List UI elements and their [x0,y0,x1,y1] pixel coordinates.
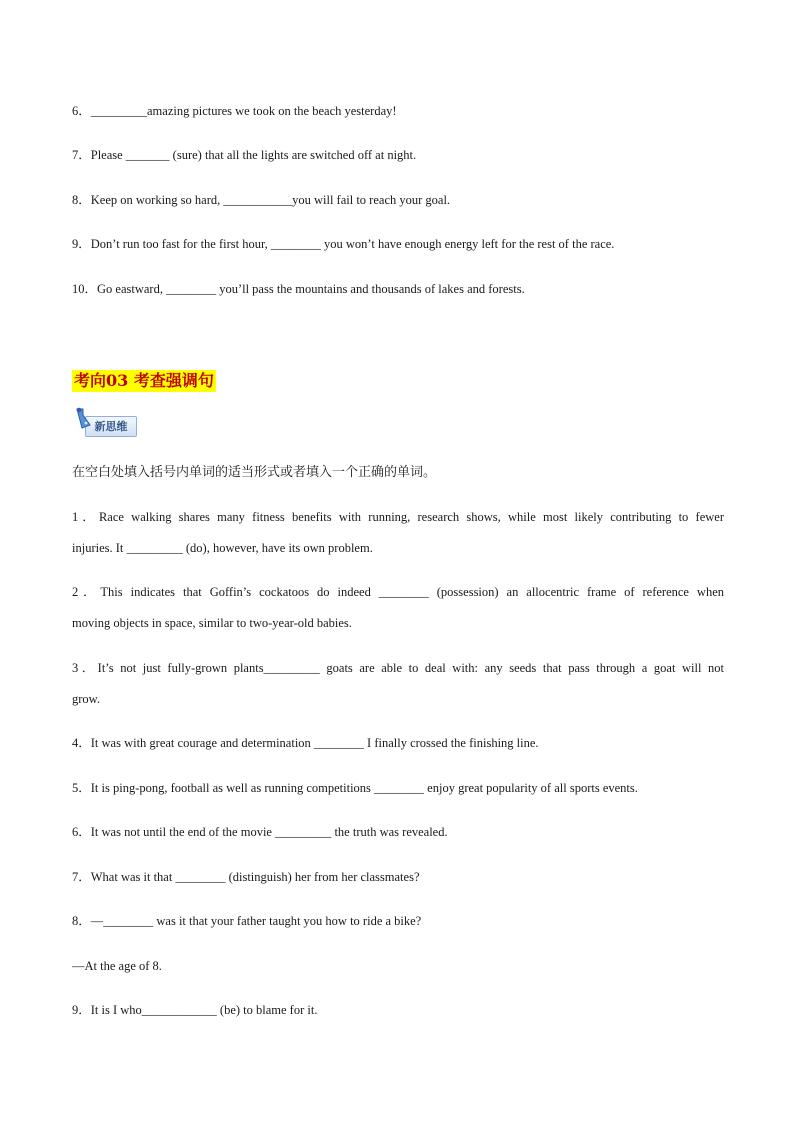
exercise-2-line-2: moving objects in space, similar to two-year-old babies. [72,616,352,630]
exercise-1-line-1: 1．Race walking shares many fitness benefits with running, research shows, while most likely contributing to fewer [72,510,724,524]
question-10: 10．Go eastward, ________ you’ll pass the mountains and thousands of lakes and forests. [72,282,525,296]
question-8: 8．Keep on working so hard, ___________you will fail to reach your goal. [72,193,451,207]
exercise-6: 6．It was not until the end of the movie _________ the truth was revealed. [72,825,448,839]
exercise-4: 4．It was with great courage and determination ________ I finally crossed the finishing line. [72,736,539,750]
exercise-3-line-1: 3．It’s not just fully-grown plants_________ goats are able to deal with: any seeds that pass through a goat will not [72,661,724,675]
exercise-8-question: 8．—________ was it that your father taught you how to ride a bike? [72,914,422,928]
exercise-2-line-1: 2．This indicates that Goffin’s cockatoos do indeed ________ (possession) an allocentric frame of reference when [72,585,724,599]
exercise-8-answer: —At the age of 8. [72,959,162,973]
section-heading: 考向03 考查强调句 [74,371,214,390]
exercise-3-line-2: grow. [72,692,101,706]
exercise-5: 5．It is ping-pong, football as well as running competitions ________ enjoy great popularity of all sports events. [72,781,638,795]
new-thinking-badge [73,407,137,437]
exercise-1-line-2: injuries. It _________ (do), however, have its own problem. [72,541,373,555]
badge-label: 新思维 [85,416,137,437]
exercise-9: 9．It is I who____________ (be) to blame for it. [72,1003,318,1017]
question-7: 7．Please _______ (sure) that all the lights are switched off at night. [72,148,417,162]
question-6: 6．_________amazing pictures we took on the beach yesterday! [72,104,397,118]
exercise-7: 7．What was it that ________ (distinguish) her from her classmates? [72,870,420,884]
question-9: 9．Don’t run too fast for the first hour, ________ you won’t have enough energy left for the rest of the race. [72,237,615,251]
instruction-text: 在空白处填入括号内单词的适当形式或者填入一个正确的单词。 [72,465,437,480]
flask-icon [73,407,99,431]
